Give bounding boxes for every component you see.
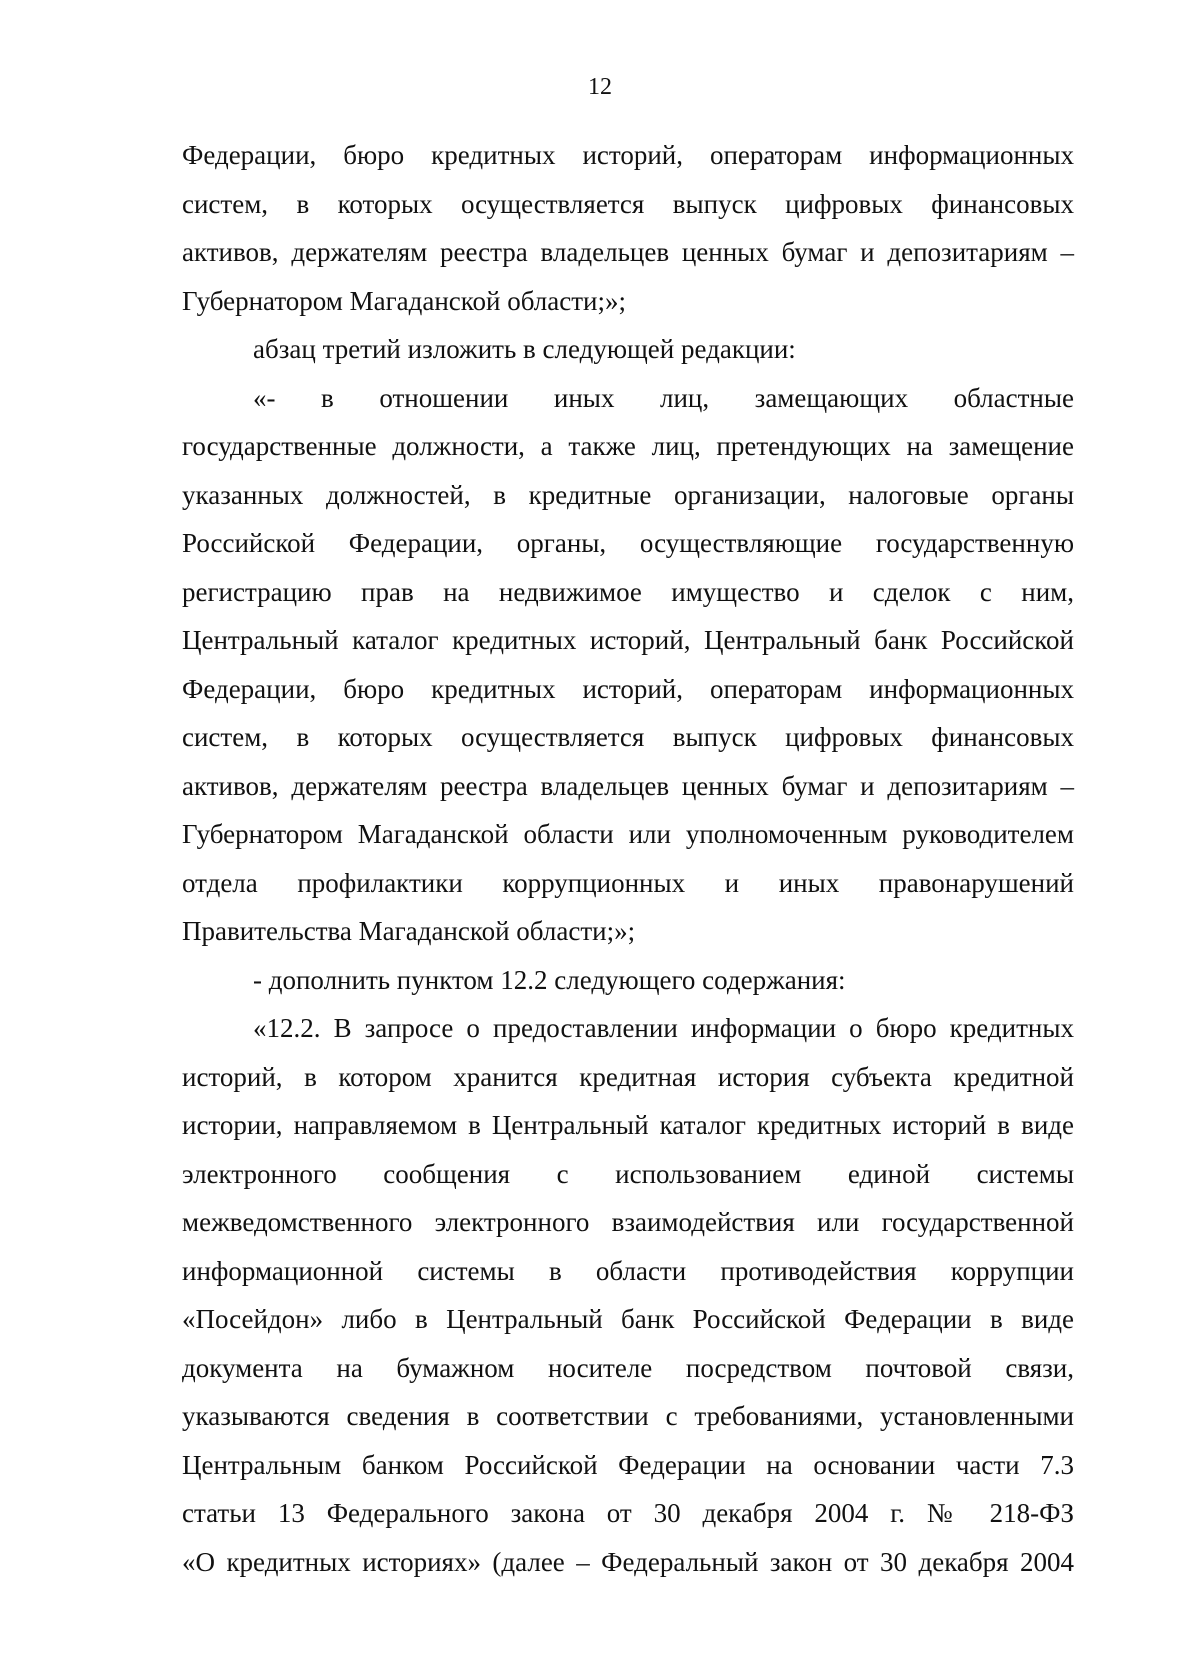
text-line: межведомственного электронного взаимодействия или государственной — [182, 1207, 1074, 1237]
text-line: Губернатором Магаданской области или уполномоченным руководителем — [182, 819, 1074, 849]
text-line: активов, держателям реестра владельцев ценных бумаг и депозитариям – — [182, 237, 1074, 267]
text-line: «12.2. В запросе о предоставлении информации о бюро кредитных — [253, 1013, 1074, 1043]
text-line: историй, в котором хранится кредитная история субъекта кредитной — [182, 1061, 1074, 1092]
text-line: Федерации, бюро кредитных историй, операторам информационных — [182, 673, 1074, 704]
text-line: абзац третий изложить в следующей редакции: — [253, 334, 796, 364]
text-line: указываются сведения в соответствии с требованиями, установленными — [182, 1401, 1074, 1431]
text-line: отдела профилактики коррупционных и иных правонарушений — [182, 867, 1074, 898]
text-line: истории, направляемом в Центральный каталог кредитных историй в виде — [182, 1110, 1074, 1140]
text-line: Федерации, бюро кредитных историй, операторам информационных — [182, 140, 1074, 170]
text-line: документа на бумажном носителе посредством почтовой связи, — [182, 1352, 1074, 1383]
text-line: - дополнить пунктом 12.2 следующего содержания: — [253, 964, 846, 995]
text-line: Губернатором Магаданской области;»; — [182, 285, 626, 316]
text-line: указанных должностей, в кредитные организации, налоговые органы — [182, 479, 1074, 510]
page-number: 12 — [588, 74, 612, 100]
text-line: государственные должности, а также лиц, претендующих на замещение — [182, 431, 1074, 461]
text-line: электронного сообщения с использованием единой системы — [182, 1158, 1074, 1189]
text-line: информационной системы в области противодействия коррупции — [182, 1255, 1074, 1286]
text-line: активов, держателям реестра владельцев ценных бумаг и депозитариям – — [182, 770, 1074, 801]
text-line: «- в отношении иных лиц, замещающих областные — [253, 382, 1074, 413]
text-line: Российской Федерации, органы, осуществляющие государственную — [182, 528, 1074, 558]
text-line: «Посейдон» либо в Центральный банк Российской Федерации в виде — [182, 1304, 1074, 1334]
text-line: «О кредитных историях» (далее – Федеральный закон от 30 декабря 2004 — [182, 1546, 1074, 1577]
text-line: систем, в которых осуществляется выпуск цифровых финансовых — [182, 188, 1074, 219]
document-body — [182, 131, 1074, 1586]
text-line: Центральным банком Российской Федерации на основании части 7.3 — [182, 1449, 1074, 1480]
text-line: Правительства Магаданской области;»; — [182, 916, 636, 946]
text-line: Центральный каталог кредитных историй, Центральный банк Российской — [182, 625, 1074, 655]
text-line: систем, в которых осуществляется выпуск цифровых финансовых — [182, 722, 1074, 752]
text-line: регистрацию прав на недвижимое имущество и сделок с ним, — [182, 576, 1074, 607]
text-line: статьи 13 Федерального закона от 30 декабря 2004 г. № 218-ФЗ — [182, 1498, 1074, 1528]
